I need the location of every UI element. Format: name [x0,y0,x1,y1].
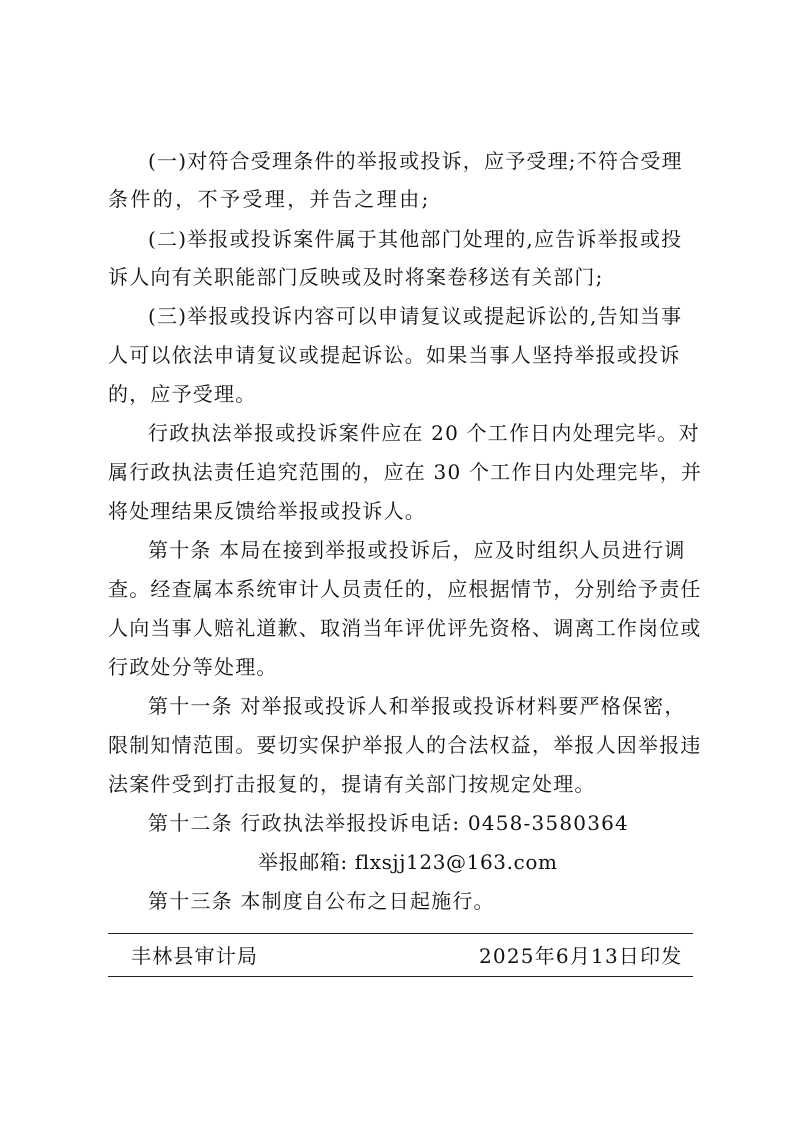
paragraph-1-line-1: (一)对符合受理条件的举报或投诉，应予受理;不符合受理 [148,149,683,173]
article-11-line-1: 第十一条 对举报或投诉人和举报或投诉材料要严格保密， [148,694,686,718]
footer-bottom-rule [108,976,693,977]
article-12-line-1: 第十二条 行政执法举报投诉电话: 0458-3580364 [148,811,629,835]
paragraph-4-line-3: 将处理结果反馈给举报或投诉人。 [108,499,426,523]
paragraph-3-line-2: 人可以依法申请复议或提起诉讼。如果当事人坚持举报或投诉 [108,343,681,367]
article-11-line-3: 法案件受到打击报复的，提请有关部门按规定处理。 [108,772,596,796]
article-12-email-line: 举报邮箱: flxsjj123@163.com [258,850,558,874]
footer-top-rule [108,933,693,934]
article-10-line-3: 人向当事人赔礼道歉、取消当年评优评先资格、调离工作岗位或 [108,616,702,640]
article-13-line-1: 第十三条 本制度自公布之日起施行。 [148,889,495,913]
paragraph-2-line-2: 诉人向有关职能部门反映或及时将案卷移送有关部门; [108,265,604,289]
issuer-name: 丰林县审计局 [131,944,259,968]
article-10-line-1: 第十条 本局在接到举报或投诉后，应及时组织人员进行调 [148,538,686,562]
article-11-line-2: 限制知情范围。要切实保护举报人的合法权益，举报人因举报违 [108,733,702,757]
article-10-line-2: 查。经查属本系统审计人员责任的，应根据情节，分别给予责任 [108,577,702,601]
paragraph-4-line-1: 行政执法举报或投诉案件应在 20 个工作日内处理完毕。对 [148,421,700,445]
issue-date: 2025年6月13日印发 [479,944,683,968]
paragraph-1-line-2: 条件的，不予受理，并告之理由; [108,187,431,211]
article-10-line-4: 行政处分等处理。 [108,655,278,679]
paragraph-4-line-2: 属行政执法责任追究范围的，应在 30 个工作日内处理完毕，并 [108,460,703,484]
paragraph-2-line-1: (二)举报或投诉案件属于其他部门处理的,应告诉举报或投 [148,227,683,251]
paragraph-3-line-3: 的，应予受理。 [108,382,257,406]
paragraph-3-line-1: (三)举报或投诉内容可以申请复议或提起诉讼的,告知当事 [148,304,683,328]
